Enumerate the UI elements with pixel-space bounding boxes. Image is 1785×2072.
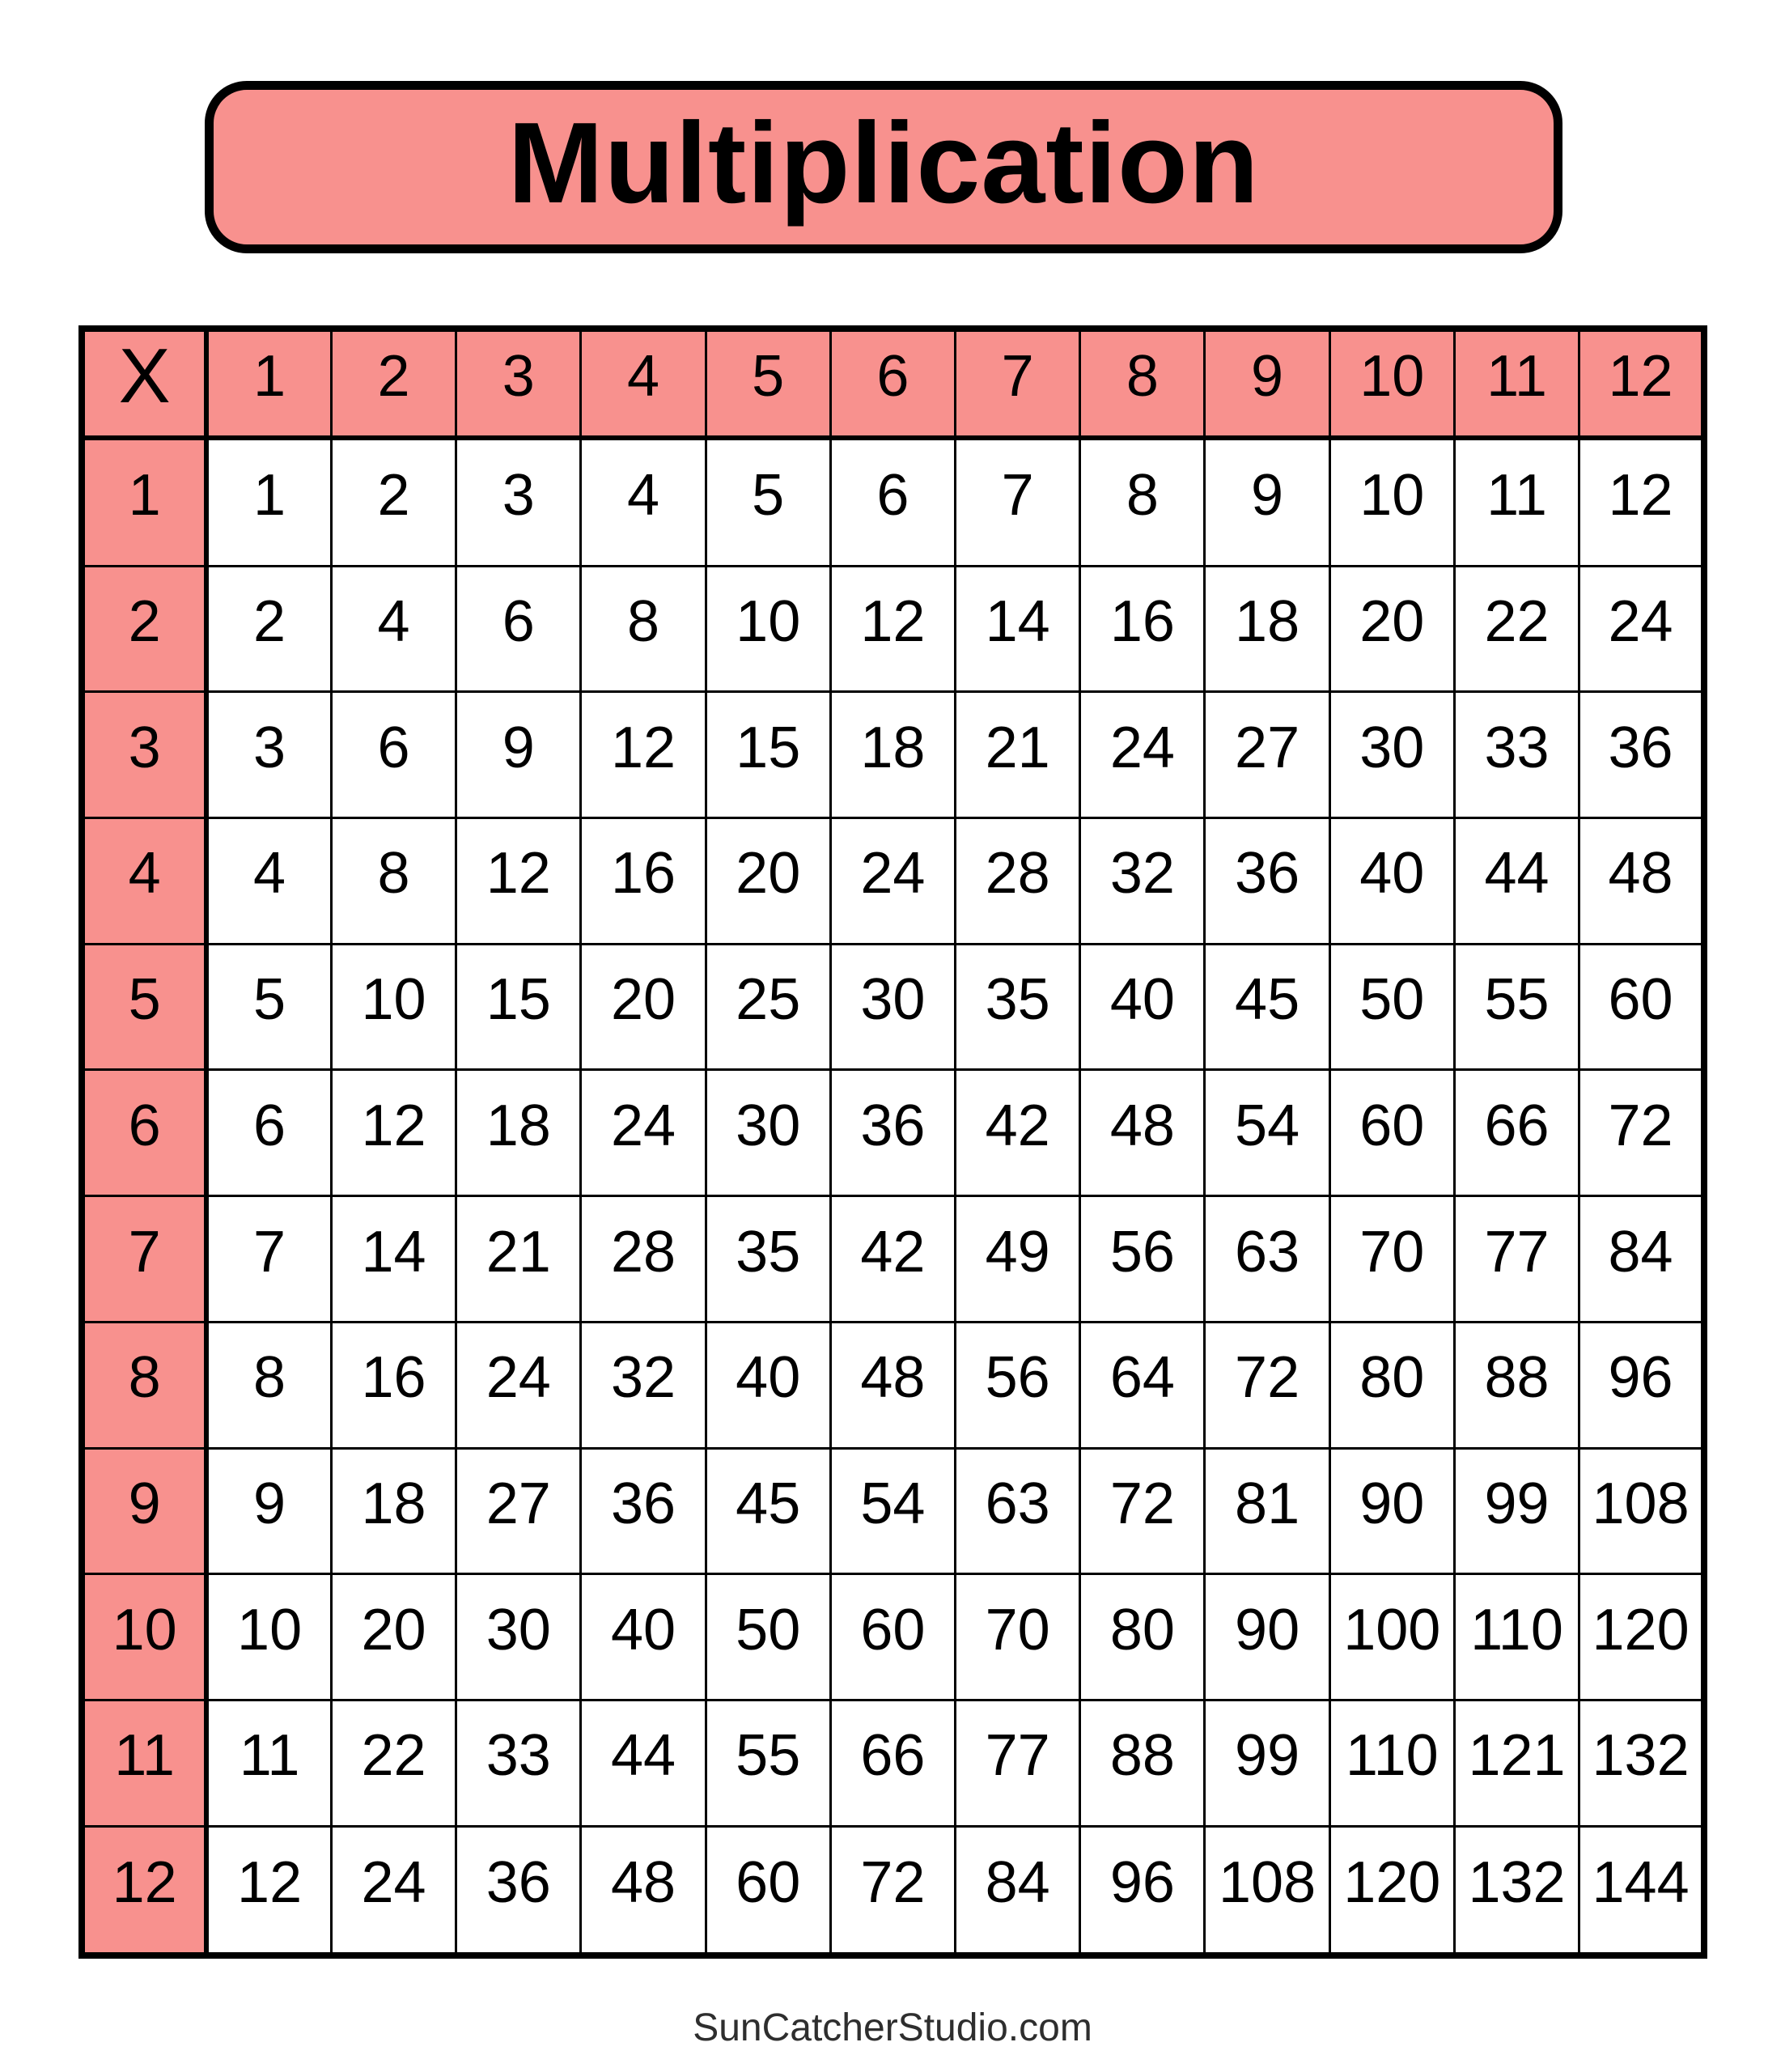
product-cell: 55 [1454,944,1579,1070]
product-cell: 63 [956,1448,1080,1574]
product-cell: 18 [1205,566,1329,692]
row-header-cell: 1 [82,438,206,566]
table-row [82,692,1704,818]
product-cell: 28 [956,817,1080,944]
table-header [82,329,1704,438]
product-cell: 72 [1579,1070,1704,1196]
corner-cell: X [82,329,206,438]
column-header-cell: 7 [956,329,1080,438]
page-title: Multiplication [507,98,1260,227]
product-cell: 108 [1579,1448,1704,1574]
product-cell: 30 [706,1070,830,1196]
product-cell: 80 [1080,1574,1205,1700]
product-cell: 5 [706,438,830,566]
column-header-cell: 8 [1080,329,1205,438]
product-cell: 12 [206,1826,331,1955]
product-cell: 48 [830,1322,955,1448]
multiplication-table [78,325,1707,1959]
product-cell: 35 [956,944,1080,1070]
row-header-cell: 6 [82,1070,206,1196]
table-row [82,1196,1704,1323]
product-cell: 20 [581,944,706,1070]
product-cell: 22 [1454,566,1579,692]
product-cell: 9 [206,1448,331,1574]
column-header-cell: 9 [1205,329,1329,438]
product-cell: 16 [1080,566,1205,692]
product-cell: 66 [830,1700,955,1827]
product-cell: 56 [1080,1196,1205,1323]
product-cell: 21 [956,692,1080,818]
product-cell: 33 [1454,692,1579,818]
product-cell: 15 [456,944,581,1070]
product-cell: 48 [581,1826,706,1955]
product-cell: 40 [581,1574,706,1700]
product-cell: 84 [956,1826,1080,1955]
product-cell: 50 [706,1574,830,1700]
product-cell: 81 [1205,1448,1329,1574]
product-cell: 30 [1329,692,1454,818]
column-header-cell: 5 [706,329,830,438]
product-cell: 88 [1080,1700,1205,1827]
product-cell: 72 [830,1826,955,1955]
product-cell: 10 [706,566,830,692]
product-cell: 6 [456,566,581,692]
product-cell: 36 [1579,692,1704,818]
column-header-cell: 2 [331,329,456,438]
column-header-cell: 3 [456,329,581,438]
product-cell: 40 [706,1322,830,1448]
product-cell: 10 [1329,438,1454,566]
row-header-cell: 4 [82,817,206,944]
product-cell: 20 [706,817,830,944]
product-cell: 24 [830,817,955,944]
product-cell: 11 [1454,438,1579,566]
product-cell: 121 [1454,1700,1579,1827]
table-row [82,1070,1704,1196]
product-cell: 3 [206,692,331,818]
column-header-cell: 1 [206,329,331,438]
product-cell: 64 [1080,1322,1205,1448]
product-cell: 27 [456,1448,581,1574]
product-cell: 1 [206,438,331,566]
product-cell: 12 [1579,438,1704,566]
product-cell: 9 [1205,438,1329,566]
product-cell: 108 [1205,1826,1329,1955]
product-cell: 20 [1329,566,1454,692]
product-cell: 8 [581,566,706,692]
product-cell: 120 [1329,1826,1454,1955]
product-cell: 132 [1454,1826,1579,1955]
product-cell: 63 [1205,1196,1329,1323]
product-cell: 18 [830,692,955,818]
product-cell: 84 [1579,1196,1704,1323]
product-cell: 96 [1080,1826,1205,1955]
product-cell: 54 [830,1448,955,1574]
product-cell: 6 [331,692,456,818]
product-cell: 50 [1329,944,1454,1070]
row-header-cell: 5 [82,944,206,1070]
title-banner [205,81,1562,253]
product-cell: 28 [581,1196,706,1323]
product-cell: 48 [1080,1070,1205,1196]
row-header-cell: 11 [82,1700,206,1827]
row-header-cell: 2 [82,566,206,692]
product-cell: 9 [456,692,581,818]
product-cell: 36 [1205,817,1329,944]
site-credit: SunCatcherStudio.com [693,2006,1092,2049]
table-row [82,817,1704,944]
table-row [82,944,1704,1070]
product-cell: 8 [1080,438,1205,566]
product-cell: 24 [331,1826,456,1955]
product-cell: 42 [830,1196,955,1323]
product-cell: 70 [956,1574,1080,1700]
product-cell: 18 [456,1070,581,1196]
product-cell: 2 [331,438,456,566]
product-cell: 33 [456,1700,581,1827]
product-cell: 12 [331,1070,456,1196]
row-header-cell: 12 [82,1826,206,1955]
product-cell: 32 [1080,817,1205,944]
product-cell: 44 [581,1700,706,1827]
product-cell: 30 [830,944,955,1070]
table-row [82,438,1704,566]
product-cell: 99 [1205,1700,1329,1827]
product-cell: 25 [706,944,830,1070]
product-cell: 36 [456,1826,581,1955]
product-cell: 100 [1329,1574,1454,1700]
product-cell: 77 [956,1700,1080,1827]
product-cell: 8 [331,817,456,944]
column-header-cell: 11 [1454,329,1579,438]
table-row [82,566,1704,692]
product-cell: 40 [1080,944,1205,1070]
product-cell: 24 [1579,566,1704,692]
product-cell: 24 [581,1070,706,1196]
product-cell: 90 [1205,1574,1329,1700]
product-cell: 18 [331,1448,456,1574]
product-cell: 88 [1454,1322,1579,1448]
product-cell: 36 [830,1070,955,1196]
product-cell: 36 [581,1448,706,1574]
product-cell: 110 [1329,1700,1454,1827]
product-cell: 30 [456,1574,581,1700]
row-header-cell: 7 [82,1196,206,1323]
product-cell: 24 [1080,692,1205,818]
product-cell: 44 [1454,817,1579,944]
product-cell: 96 [1579,1322,1704,1448]
product-cell: 56 [956,1322,1080,1448]
product-cell: 120 [1579,1574,1704,1700]
footer [0,2006,1785,2050]
product-cell: 6 [206,1070,331,1196]
product-cell: 12 [830,566,955,692]
table-row [82,1700,1704,1827]
product-cell: 55 [706,1700,830,1827]
table-row [82,1826,1704,1955]
table-row [82,1448,1704,1574]
product-cell: 21 [456,1196,581,1323]
product-cell: 8 [206,1322,331,1448]
product-cell: 12 [581,692,706,818]
product-cell: 22 [331,1700,456,1827]
header-row [82,329,1704,438]
product-cell: 144 [1579,1826,1704,1955]
product-cell: 72 [1080,1448,1205,1574]
product-cell: 20 [331,1574,456,1700]
product-cell: 60 [1329,1070,1454,1196]
table-body [82,438,1704,1955]
product-cell: 70 [1329,1196,1454,1323]
product-cell: 66 [1454,1070,1579,1196]
product-cell: 15 [706,692,830,818]
row-header-cell: 9 [82,1448,206,1574]
product-cell: 4 [331,566,456,692]
product-cell: 42 [956,1070,1080,1196]
row-header-cell: 3 [82,692,206,818]
product-cell: 40 [1329,817,1454,944]
product-cell: 110 [1454,1574,1579,1700]
product-cell: 27 [1205,692,1329,818]
product-cell: 32 [581,1322,706,1448]
table-row [82,1322,1704,1448]
product-cell: 14 [331,1196,456,1323]
product-cell: 10 [206,1574,331,1700]
product-cell: 7 [956,438,1080,566]
product-cell: 60 [830,1574,955,1700]
product-cell: 72 [1205,1322,1329,1448]
product-cell: 10 [331,944,456,1070]
product-cell: 6 [830,438,955,566]
column-header-cell: 6 [830,329,955,438]
product-cell: 16 [581,817,706,944]
product-cell: 45 [706,1448,830,1574]
product-cell: 12 [456,817,581,944]
product-cell: 80 [1329,1322,1454,1448]
product-cell: 132 [1579,1700,1704,1827]
table-row [82,1574,1704,1700]
product-cell: 48 [1579,817,1704,944]
product-cell: 60 [706,1826,830,1955]
product-cell: 7 [206,1196,331,1323]
row-header-cell: 10 [82,1574,206,1700]
row-header-cell: 8 [82,1322,206,1448]
product-cell: 35 [706,1196,830,1323]
product-cell: 60 [1579,944,1704,1070]
product-cell: 4 [581,438,706,566]
column-header-cell: 12 [1579,329,1704,438]
product-cell: 16 [331,1322,456,1448]
product-cell: 49 [956,1196,1080,1323]
product-cell: 54 [1205,1070,1329,1196]
column-header-cell: 4 [581,329,706,438]
product-cell: 14 [956,566,1080,692]
product-cell: 2 [206,566,331,692]
product-cell: 5 [206,944,331,1070]
product-cell: 4 [206,817,331,944]
product-cell: 90 [1329,1448,1454,1574]
product-cell: 45 [1205,944,1329,1070]
product-cell: 99 [1454,1448,1579,1574]
product-cell: 24 [456,1322,581,1448]
product-cell: 3 [456,438,581,566]
product-cell: 11 [206,1700,331,1827]
product-cell: 77 [1454,1196,1579,1323]
column-header-cell: 10 [1329,329,1454,438]
